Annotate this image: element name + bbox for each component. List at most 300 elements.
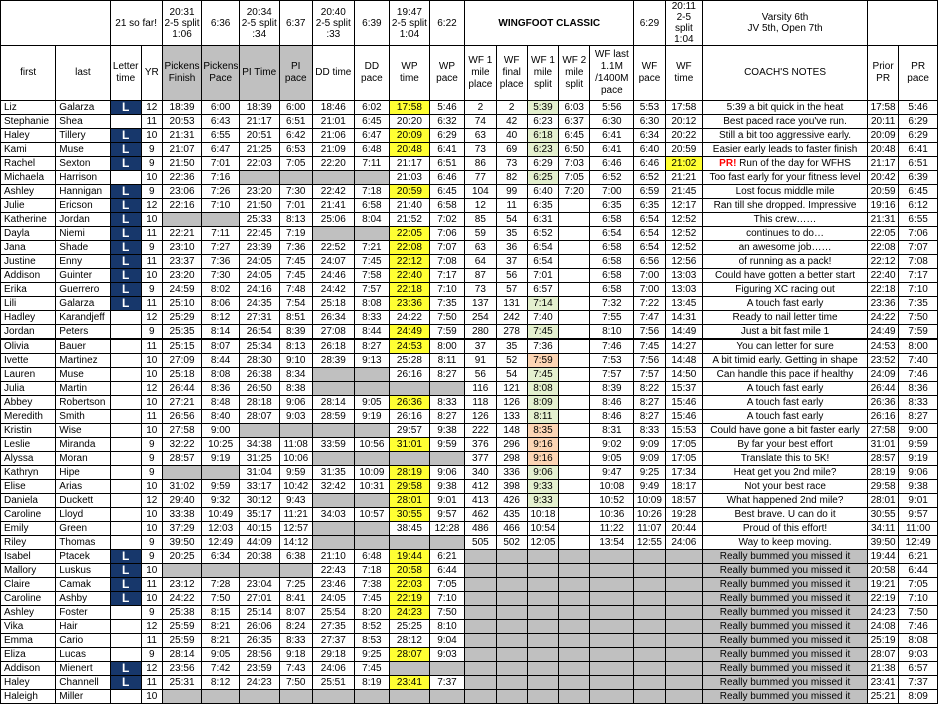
cell-wf-last-pace: 10:36: [590, 508, 634, 522]
cell-wp-pace: 9:38: [429, 480, 464, 494]
cell-dd-pace: 7:45: [354, 662, 389, 676]
cell-dd-pace: 7:57: [354, 283, 389, 297]
cell-pi-time: 33:17: [239, 480, 279, 494]
cell-letter-time: [110, 466, 141, 480]
cell-wf-1mile-split: [527, 620, 558, 634]
table-row: [1, 354, 938, 368]
cell-wf-1mile-place: [465, 690, 496, 704]
table-row: [1, 283, 938, 297]
cell-pickens-pace: 7:36: [202, 255, 240, 269]
cell-pi-pace: 8:41: [279, 592, 312, 606]
cell-dd-pace: 7:45: [354, 592, 389, 606]
cell-dd-pace: 10:09: [354, 466, 389, 480]
cell-wp-time: 22:19: [390, 592, 430, 606]
cell-pi-time: 25:33: [239, 213, 279, 227]
cell-pi-time: 23:20: [239, 185, 279, 199]
cell-prior-pr: 22:40: [867, 269, 898, 283]
cell-pr-pace: 7:40: [899, 354, 938, 368]
cell-wf-time: [665, 620, 703, 634]
cell-dd-pace: 8:44: [354, 325, 389, 340]
cell-wf-1mile-split: [527, 662, 558, 676]
cell-wf-1mile-split: 6:18: [527, 129, 558, 143]
cell-pickens-pace: 9:00: [202, 424, 240, 438]
cell-letter-time: L: [110, 227, 141, 241]
cell-pr-pace: 7:10: [899, 283, 938, 297]
cell-yr: 12: [141, 620, 162, 634]
cell-dd-time: 21:09: [312, 143, 354, 157]
cell-pickens-pace: 7:28: [202, 578, 240, 592]
cell-letter-time: [110, 410, 141, 424]
table-row: [1, 536, 938, 550]
cell-pickens-pace: 9:19: [202, 452, 240, 466]
pickens-pace-summary: 6:36: [202, 1, 240, 46]
cell-pi-pace: 11:21: [279, 508, 312, 522]
cell-pickens-finish: 39:50: [162, 536, 202, 550]
cell-wf-1mile-place: 412: [465, 480, 496, 494]
cell-pi-pace: 11:08: [279, 438, 312, 452]
cell-dd-time: [312, 424, 354, 438]
cell-wf-pace: 8:22: [634, 382, 665, 396]
cell-wf-last-pace: [590, 676, 634, 690]
cell-wf-final-place: [496, 564, 527, 578]
cell-wf-pace: [634, 564, 665, 578]
cell-wf-1mile-split: 7:45: [527, 325, 558, 340]
cell-first: Elise: [1, 480, 56, 494]
cell-dd-pace: 7:18: [354, 564, 389, 578]
cell-pickens-finish: [162, 466, 202, 480]
cell-letter-time: [110, 438, 141, 452]
cell-wp-time: 25:25: [390, 620, 430, 634]
cell-pi-time: 31:25: [239, 452, 279, 466]
cell-wf-time: 14:49: [665, 325, 703, 340]
header-dd-time: DD time: [312, 46, 354, 101]
cell-last: Miller: [56, 690, 110, 704]
cell-wp-time: 20:59: [390, 185, 430, 199]
cell-wf-last-pace: 10:52: [590, 494, 634, 508]
cell-last: Cario: [56, 634, 110, 648]
cell-wp-time: 22:08: [390, 241, 430, 255]
cell-wf-1mile-split: [527, 690, 558, 704]
cell-wf-last-pace: 7:53: [590, 354, 634, 368]
cell-wf-pace: 6:35: [634, 199, 665, 213]
cell-wf-pace: 6:56: [634, 255, 665, 269]
cell-yr: 11: [141, 676, 162, 690]
cell-yr: 10: [141, 368, 162, 382]
cell-dd-time: 28:14: [312, 396, 354, 410]
cell-wf-final-place: 73: [496, 157, 527, 171]
cell-prior-pr: 24:22: [867, 311, 898, 325]
cell-wf-1mile-place: 376: [465, 438, 496, 452]
cell-wp-pace: 6:45: [429, 185, 464, 199]
cell-pi-time: 20:38: [239, 550, 279, 564]
cell-dd-pace: 9:25: [354, 648, 389, 662]
cell-pickens-finish: 23:06: [162, 185, 202, 199]
cell-letter-time: L: [110, 143, 141, 157]
cell-wf-final-place: 435: [496, 508, 527, 522]
cell-wf-final-place: 56: [496, 269, 527, 283]
cell-yr: 10: [141, 508, 162, 522]
cell-dd-pace: 7:58: [354, 269, 389, 283]
cell-wf-1mile-split: 7:01: [527, 269, 558, 283]
cell-wf-2mile-split: [559, 578, 590, 592]
cell-pickens-pace: 8:06: [202, 297, 240, 311]
cell-pickens-finish: 26:44: [162, 382, 202, 396]
cell-yr: 9: [141, 157, 162, 171]
cell-pickens-finish: 25:59: [162, 634, 202, 648]
table-row: [1, 368, 938, 382]
cell-wf-final-place: 37: [496, 255, 527, 269]
cell-prior-pr: 24:49: [867, 325, 898, 340]
cell-pr-pace: 7:35: [899, 297, 938, 311]
cell-wf-last-pace: 8:39: [590, 382, 634, 396]
cell-wf-pace: [634, 634, 665, 648]
cell-coach-notes: Proud of this effort!: [703, 522, 868, 536]
table-row: [1, 396, 938, 410]
cell-first: Hadley: [1, 311, 56, 325]
cell-wf-time: [665, 690, 703, 704]
cell-pi-time: 31:04: [239, 466, 279, 480]
cell-coach-notes: A touch fast early: [703, 297, 868, 311]
cell-prior-pr: 23:41: [867, 676, 898, 690]
pr-highlight: PR!: [719, 158, 737, 169]
cell-letter-time: [110, 648, 141, 662]
table-row: [1, 508, 938, 522]
cell-dd-pace: 7:18: [354, 185, 389, 199]
cell-prior-pr: 22:18: [867, 283, 898, 297]
cell-prior-pr: 24:08: [867, 620, 898, 634]
cell-pickens-finish: 37:29: [162, 522, 202, 536]
cell-pi-pace: 7:50: [279, 676, 312, 690]
cell-wf-pace: 6:59: [634, 185, 665, 199]
cell-letter-time: [110, 452, 141, 466]
cell-wf-1mile-place: 85: [465, 213, 496, 227]
cell-pi-time: 28:07: [239, 410, 279, 424]
header-wf-pace: WF pace: [634, 46, 665, 101]
cell-dd-time: 21:41: [312, 199, 354, 213]
cell-pickens-pace: 7:30: [202, 269, 240, 283]
cell-yr: 10: [141, 424, 162, 438]
header-pr-pace: PR pace: [899, 46, 938, 101]
cell-wf-last-pace: 6:58: [590, 255, 634, 269]
cell-wp-pace: 6:21: [429, 550, 464, 564]
cell-wp-time: [390, 452, 430, 466]
cell-wf-pace: [634, 690, 665, 704]
cell-wf-1mile-split: 6:23: [527, 115, 558, 129]
cell-wf-last-pace: [590, 592, 634, 606]
cell-wf-final-place: [496, 620, 527, 634]
cell-letter-time: [110, 339, 141, 354]
cell-pi-pace: 8:24: [279, 620, 312, 634]
wp-summary: 19:47 2-5 split 1:04: [390, 1, 430, 46]
cell-pr-pace: 7:37: [899, 676, 938, 690]
cell-wf-2mile-split: [559, 536, 590, 550]
cell-wf-time: 15:46: [665, 410, 703, 424]
cell-pickens-finish: 32:22: [162, 438, 202, 452]
cell-wf-1mile-split: 7:36: [527, 339, 558, 354]
cell-dd-time: 21:06: [312, 129, 354, 143]
cell-wf-last-pace: 6:58: [590, 269, 634, 283]
cell-wf-2mile-split: [559, 466, 590, 480]
header-pickens-finish: Pickens Finish: [162, 46, 202, 101]
cell-wf-time: [665, 648, 703, 662]
cell-dd-pace: [354, 690, 389, 704]
cell-coach-notes: Figuring XC racing out: [703, 283, 868, 297]
cell-wp-time: 22:40: [390, 269, 430, 283]
cell-wp-pace: 9:06: [429, 466, 464, 480]
cell-dd-pace: 6:58: [354, 199, 389, 213]
cell-wp-time: 24:22: [390, 311, 430, 325]
cell-pr-pace: 7:59: [899, 325, 938, 340]
cell-pi-pace: 8:07: [279, 606, 312, 620]
cell-pi-pace: 7:19: [279, 227, 312, 241]
cell-coach-notes: A touch fast early: [703, 396, 868, 410]
cell-pickens-pace: 6:00: [202, 101, 240, 115]
cell-wp-pace: 9:01: [429, 494, 464, 508]
cell-letter-time: [110, 494, 141, 508]
cell-wf-1mile-place: 87: [465, 269, 496, 283]
wf-pace-summary: 6:29: [634, 1, 665, 46]
meet-title: WINGFOOT CLASSIC: [465, 1, 634, 46]
cell-wf-1mile-place: [465, 634, 496, 648]
cell-wf-pace: 9:25: [634, 466, 665, 480]
cell-pickens-pace: 7:16: [202, 171, 240, 185]
cell-wf-2mile-split: [559, 325, 590, 340]
cell-pr-pace: 7:07: [899, 241, 938, 255]
cell-pickens-finish: 33:38: [162, 508, 202, 522]
cell-first: Riley: [1, 536, 56, 550]
cell-wf-time: 17:05: [665, 452, 703, 466]
cell-wf-2mile-split: [559, 213, 590, 227]
cell-wf-last-pace: [590, 648, 634, 662]
cell-prior-pr: 23:52: [867, 354, 898, 368]
cell-pickens-finish: 29:40: [162, 494, 202, 508]
cell-yr: 9: [141, 241, 162, 255]
cell-last: Tillery: [56, 129, 110, 143]
cell-last: Smith: [56, 410, 110, 424]
cell-prior-pr: 25:19: [867, 634, 898, 648]
cell-pickens-finish: 27:09: [162, 354, 202, 368]
cell-wf-pace: 7:56: [634, 325, 665, 340]
cell-pr-pace: 8:09: [899, 690, 938, 704]
cell-letter-time: [110, 311, 141, 325]
team-placings: Varsity 6th JV 5th, Open 7th: [703, 1, 868, 46]
cell-wf-1mile-place: 63: [465, 129, 496, 143]
cell-last: Guinter: [56, 269, 110, 283]
cell-pickens-pace: [202, 466, 240, 480]
cell-pi-time: 26:38: [239, 368, 279, 382]
cell-dd-pace: 6:48: [354, 550, 389, 564]
cell-coach-notes: Really bummed you missed it: [703, 606, 868, 620]
cell-last: Hannigan: [56, 185, 110, 199]
cell-first: Haley: [1, 129, 56, 143]
cell-prior-pr: 19:44: [867, 550, 898, 564]
cell-pickens-pace: 8:12: [202, 676, 240, 690]
cell-last: Galarza: [56, 101, 110, 115]
cell-wf-2mile-split: [559, 452, 590, 466]
cell-prior-pr: 39:50: [867, 536, 898, 550]
cell-wf-final-place: 121: [496, 382, 527, 396]
cell-wf-1mile-split: 6:57: [527, 283, 558, 297]
cell-wp-pace: 9:59: [429, 438, 464, 452]
cell-last: Thomas: [56, 536, 110, 550]
cell-pi-time: 26:54: [239, 325, 279, 340]
cell-first: Emma: [1, 634, 56, 648]
cell-prior-pr: 22:08: [867, 241, 898, 255]
cell-wp-pace: 8:10: [429, 620, 464, 634]
cell-wf-1mile-split: [527, 550, 558, 564]
cell-wf-final-place: 133: [496, 410, 527, 424]
table-row: [1, 480, 938, 494]
cell-pickens-finish: 25:59: [162, 620, 202, 634]
cell-yr: 9: [141, 550, 162, 564]
cell-yr: 12: [141, 199, 162, 213]
cell-first: Michaela: [1, 171, 56, 185]
cell-wf-2mile-split: [559, 606, 590, 620]
cell-yr: 9: [141, 452, 162, 466]
cell-wf-last-pace: 6:46: [590, 157, 634, 171]
cell-pi-time: [239, 171, 279, 185]
cell-pr-pace: 6:57: [899, 662, 938, 676]
cell-wf-last-pace: 6:58: [590, 213, 634, 227]
cell-coach-notes: What happened 2nd mile?: [703, 494, 868, 508]
cell-wf-last-pace: [590, 620, 634, 634]
cell-dd-pace: 8:04: [354, 213, 389, 227]
cell-yr: 9: [141, 283, 162, 297]
cell-wf-1mile-place: 86: [465, 157, 496, 171]
cell-yr: 11: [141, 115, 162, 129]
cell-wp-pace: 7:59: [429, 325, 464, 340]
cell-wf-1mile-split: 6:54: [527, 255, 558, 269]
cell-wf-2mile-split: [559, 620, 590, 634]
cell-first: Mallory: [1, 564, 56, 578]
cell-first: Kathryn: [1, 466, 56, 480]
cell-wf-1mile-split: 7:14: [527, 297, 558, 311]
cell-dd-time: [312, 368, 354, 382]
cell-pickens-finish: 25:38: [162, 606, 202, 620]
cell-pickens-pace: 8:15: [202, 606, 240, 620]
cell-wf-2mile-split: [559, 227, 590, 241]
cell-wp-time: 26:16: [390, 410, 430, 424]
cell-wf-final-place: [496, 690, 527, 704]
cell-last: Lloyd: [56, 508, 110, 522]
cell-dd-time: 18:46: [312, 101, 354, 115]
cell-wf-pace: [634, 648, 665, 662]
cell-wf-1mile-split: [527, 592, 558, 606]
cell-coach-notes: continues to do…: [703, 227, 868, 241]
cell-pickens-finish: 31:02: [162, 480, 202, 494]
cell-wf-last-pace: 6:41: [590, 129, 634, 143]
cell-pr-pace: 6:21: [899, 550, 938, 564]
cell-dd-time: [312, 522, 354, 536]
note-text: Run of the day for WFHS: [736, 158, 851, 169]
cell-yr: 12: [141, 494, 162, 508]
cell-prior-pr: 20:42: [867, 171, 898, 185]
cell-wp-time: 28:07: [390, 648, 430, 662]
cell-coach-notes: Really bummed you missed it: [703, 648, 868, 662]
cell-pi-time: 24:35: [239, 297, 279, 311]
cell-pi-pace: 9:03: [279, 410, 312, 424]
cell-wf-last-pace: 10:08: [590, 480, 634, 494]
cell-pi-pace: 12:57: [279, 522, 312, 536]
cell-wf-final-place: 336: [496, 466, 527, 480]
cell-coach-notes: Still a bit too aggressive early.: [703, 129, 868, 143]
cell-wf-last-pace: [590, 550, 634, 564]
cell-pickens-pace: 10:49: [202, 508, 240, 522]
cell-pi-time: [239, 424, 279, 438]
cell-wf-final-place: 398: [496, 480, 527, 494]
cell-first: Ashley: [1, 185, 56, 199]
cell-wp-time: 28:01: [390, 494, 430, 508]
cell-first: Haley: [1, 676, 56, 690]
cell-pickens-finish: 24:22: [162, 592, 202, 606]
cell-wf-1mile-split: 9:16: [527, 438, 558, 452]
cell-dd-pace: 7:38: [354, 578, 389, 592]
cell-wf-pace: 10:26: [634, 508, 665, 522]
cell-pr-pace: 8:36: [899, 382, 938, 396]
cell-wf-time: 21:21: [665, 171, 703, 185]
cell-wf-final-place: 35: [496, 339, 527, 354]
cell-yr: 10: [141, 592, 162, 606]
cell-wf-last-pace: 6:54: [590, 227, 634, 241]
cell-pickens-pace: 8:08: [202, 368, 240, 382]
cell-letter-time: [110, 690, 141, 704]
cell-pickens-finish: 22:16: [162, 199, 202, 213]
cell-wf-2mile-split: [559, 410, 590, 424]
cell-prior-pr: 19:16: [867, 199, 898, 213]
cell-wf-1mile-split: 6:25: [527, 171, 558, 185]
cell-pickens-finish: 22:36: [162, 171, 202, 185]
cell-last: Muse: [56, 368, 110, 382]
cell-dd-time: 25:18: [312, 297, 354, 311]
cell-coach-notes: Ran till she dropped. Impressive: [703, 199, 868, 213]
cell-pi-pace: 8:13: [279, 339, 312, 354]
table-row: [1, 648, 938, 662]
cell-wf-last-pace: 7:55: [590, 311, 634, 325]
cell-wp-time: 28:12: [390, 634, 430, 648]
cell-wf-final-place: 466: [496, 522, 527, 536]
cell-coach-notes: Just a bit fast mile 1: [703, 325, 868, 340]
cell-wf-1mile-place: 56: [465, 368, 496, 382]
cell-wp-pace: 7:02: [429, 213, 464, 227]
table-row: [1, 171, 938, 185]
cell-dd-time: 26:34: [312, 311, 354, 325]
cell-wf-pace: [634, 620, 665, 634]
cell-wf-time: [665, 578, 703, 592]
cell-wf-time: 17:34: [665, 466, 703, 480]
cell-wf-final-place: [496, 578, 527, 592]
cell-wf-time: 15:46: [665, 396, 703, 410]
cell-wf-last-pace: 11:22: [590, 522, 634, 536]
cell-pr-pace: 9:57: [899, 508, 938, 522]
cell-coach-notes: Really bummed you missed it: [703, 578, 868, 592]
table-row: [1, 578, 938, 592]
cell-wp-time: 24:53: [390, 339, 430, 354]
cell-pr-pace: 7:08: [899, 255, 938, 269]
cell-wf-1mile-split: [527, 648, 558, 662]
cell-dd-pace: [354, 494, 389, 508]
table-row: [1, 592, 938, 606]
cell-wf-1mile-place: [465, 620, 496, 634]
cell-wf-pace: 8:27: [634, 410, 665, 424]
cell-pr-pace: 8:00: [899, 339, 938, 354]
cell-wf-last-pace: 9:02: [590, 438, 634, 452]
cell-wf-2mile-split: [559, 255, 590, 269]
cell-yr: 10: [141, 129, 162, 143]
cell-pi-time: 26:35: [239, 634, 279, 648]
cell-yr: 11: [141, 578, 162, 592]
cell-pickens-finish: 21:07: [162, 143, 202, 157]
cell-pickens-pace: 6:43: [202, 115, 240, 129]
